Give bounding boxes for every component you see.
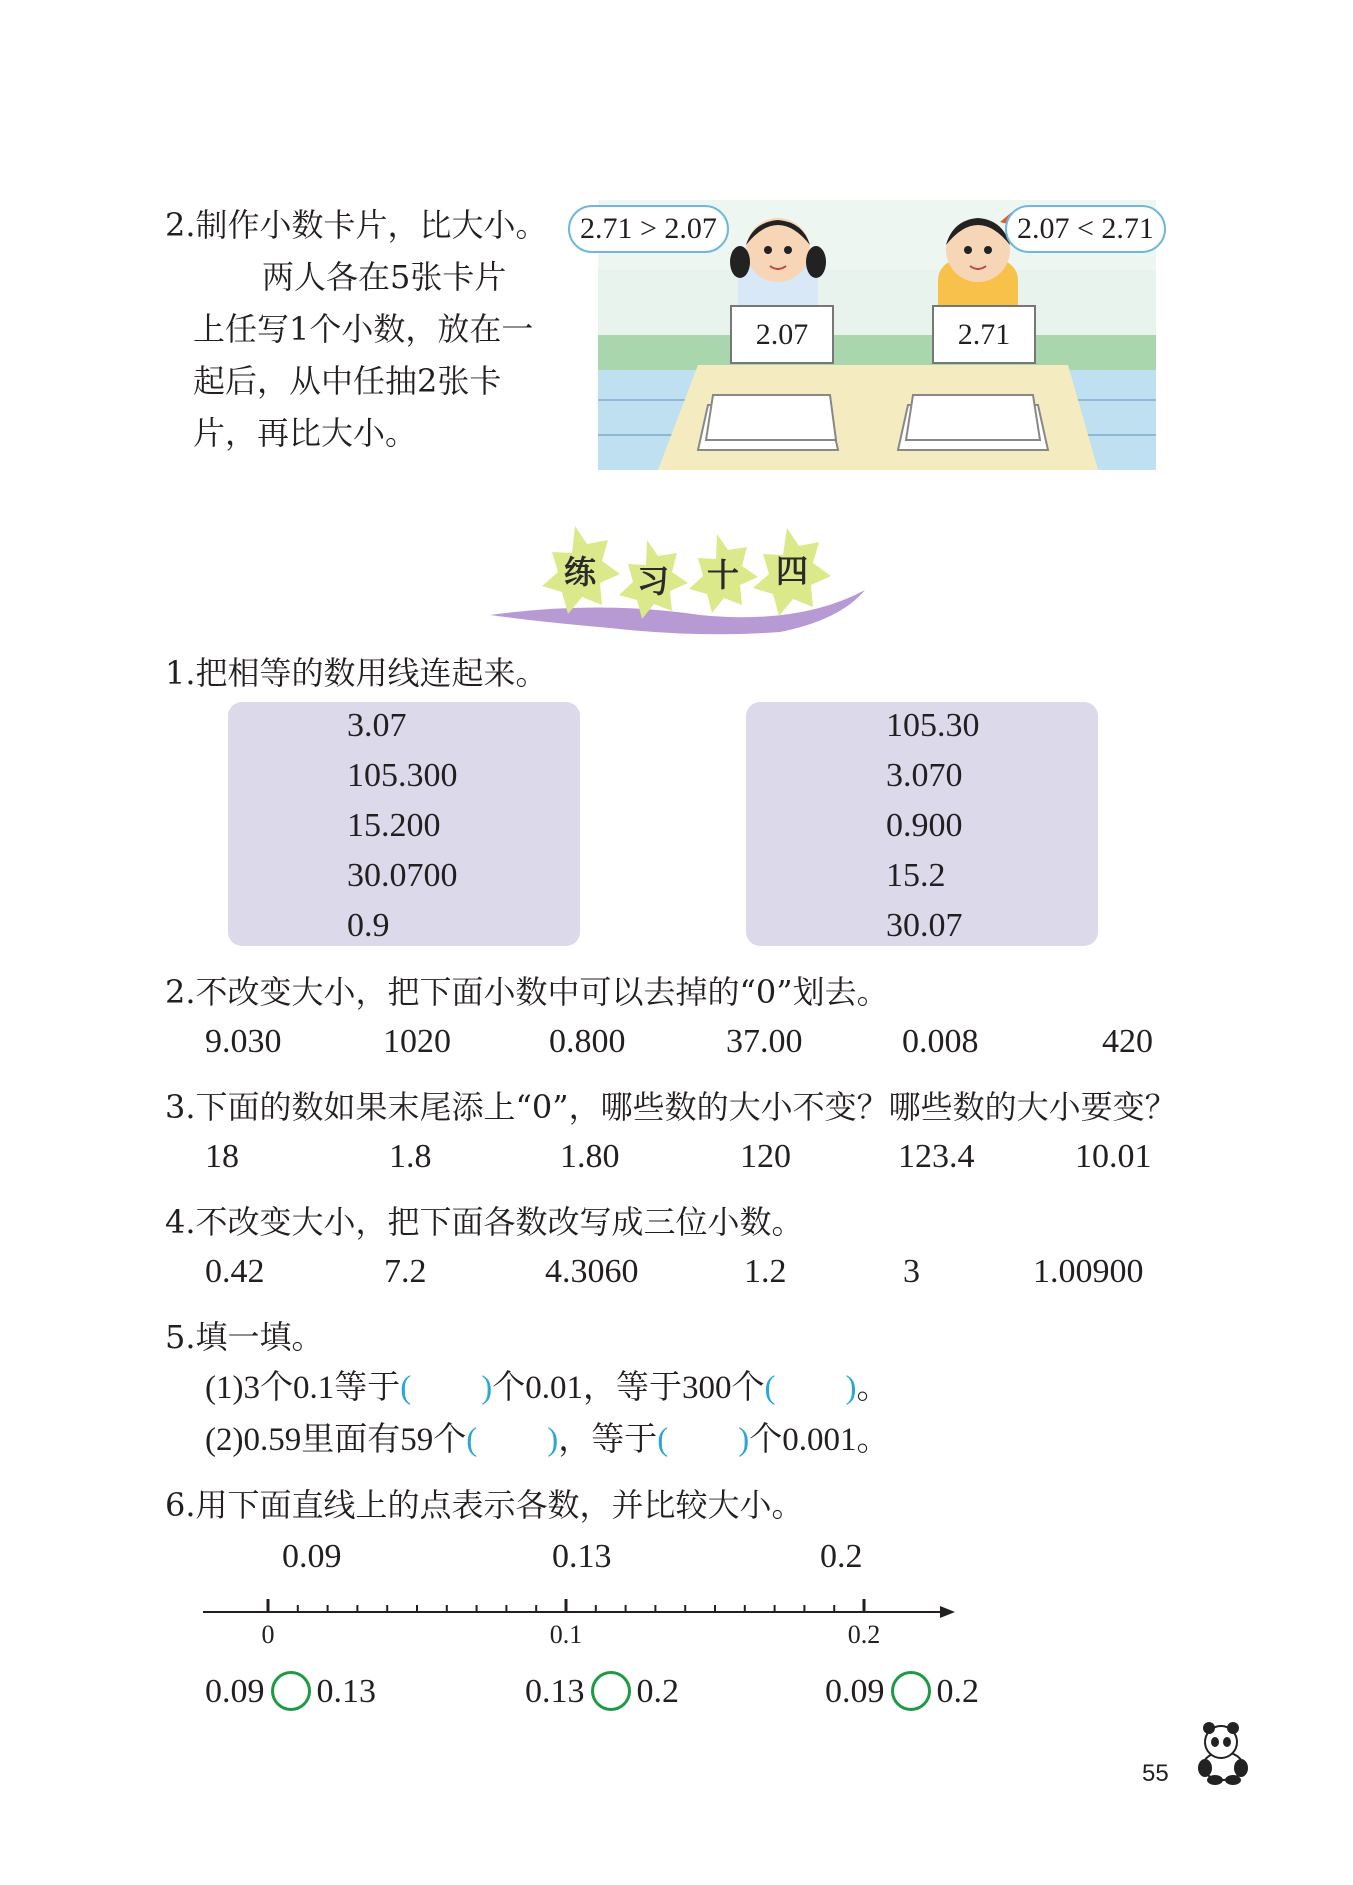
q4-value: 1.2 xyxy=(744,1253,787,1290)
q3-value: 1.80 xyxy=(560,1138,620,1175)
q1-heading xyxy=(165,653,548,693)
q2-value[interactable]: 0.008 xyxy=(902,1023,979,1060)
q3-value: 18 xyxy=(205,1138,239,1175)
blank-4-close-paren[interactable]: ) xyxy=(738,1422,750,1458)
boy-card: 2.71 xyxy=(932,305,1036,364)
q1-right-item[interactable]: 30.07 xyxy=(886,907,963,944)
top-item-title: 制作小数卡片，比大小。 xyxy=(195,206,548,244)
blank-4-open-paren[interactable]: ( xyxy=(657,1422,669,1458)
q4-value: 4.3060 xyxy=(545,1253,639,1290)
q4-value: 0.42 xyxy=(205,1253,265,1290)
q4-text: 不改变大小，把下面各数改写成三位小数。 xyxy=(195,1203,804,1241)
compare-3-right: 0.2 xyxy=(936,1673,979,1710)
q4-number: 4. xyxy=(165,1203,196,1241)
girl-speech-bubble: 2.71 > 2.07 xyxy=(568,205,729,253)
q2-value[interactable]: 0.800 xyxy=(549,1023,626,1060)
blank-3-close-paren[interactable]: ) xyxy=(547,1422,559,1458)
top-desc-line-3: 起后，从中任抽2张卡 xyxy=(193,362,502,400)
q6-number: 6. xyxy=(165,1486,196,1524)
blank-2-close-paren[interactable]: ) xyxy=(845,1370,857,1406)
q3-heading xyxy=(165,1087,1177,1127)
compare-3-left: 0.09 xyxy=(825,1673,885,1710)
q2-number: 2. xyxy=(165,973,196,1011)
top-item-heading xyxy=(165,205,548,245)
compare-1-right: 0.13 xyxy=(316,1673,376,1710)
q6-value: 0.13 xyxy=(552,1538,612,1575)
q2-value[interactable]: 37.00 xyxy=(726,1023,803,1060)
q3-number: 3. xyxy=(165,1088,196,1126)
q4-value: 1.00900 xyxy=(1033,1253,1144,1290)
q1-left-item[interactable]: 3.07 xyxy=(347,707,407,744)
q4-value: 3 xyxy=(903,1253,920,1290)
compare-2-right: 0.2 xyxy=(636,1673,679,1710)
girl-card: 2.07 xyxy=(730,305,834,364)
boy-speech-bubble: 2.07 < 2.71 xyxy=(1005,205,1166,253)
q2-value[interactable]: 1020 xyxy=(383,1023,451,1060)
q5-heading xyxy=(165,1317,324,1357)
q6-text: 用下面直线上的点表示各数，并比较大小。 xyxy=(195,1486,804,1524)
top-item-number: 2. xyxy=(165,206,196,244)
compare-2-left: 0.13 xyxy=(525,1673,585,1710)
top-desc-line-1: 两人各在5张卡片 xyxy=(262,258,507,296)
blank-1-open-paren[interactable]: ( xyxy=(400,1370,412,1406)
q5-text: 填一填。 xyxy=(195,1318,324,1356)
q1-left-item[interactable]: 0.9 xyxy=(347,907,390,944)
q5-line2-part-b: ，等于 xyxy=(558,1422,658,1458)
compare-1-circle[interactable] xyxy=(271,1671,311,1711)
exercise-title-banner xyxy=(480,520,880,640)
q1-left-item[interactable]: 30.0700 xyxy=(347,857,458,894)
q2-text: 不改变大小，把下面小数中可以去掉的“0”划去。 xyxy=(195,973,889,1011)
q5-line1-part-c: 。 xyxy=(856,1370,890,1406)
q1-text: 把相等的数用线连起来。 xyxy=(195,654,548,692)
tick-label-0: 0 xyxy=(261,1620,275,1649)
q1-left-item[interactable]: 105.300 xyxy=(347,757,458,794)
exercise-title-char-4: 四 xyxy=(775,552,809,590)
q1-right-item[interactable]: 0.900 xyxy=(886,807,963,844)
q4-value: 7.2 xyxy=(384,1253,427,1290)
number-line-ticks xyxy=(268,1599,864,1612)
q1-left-box xyxy=(228,702,580,946)
q1-right-item[interactable]: 15.2 xyxy=(886,857,946,894)
panda-icon xyxy=(1185,1718,1255,1788)
q5-line-1 xyxy=(205,1366,889,1410)
q5-line2-part-c: 个0.001。 xyxy=(749,1422,890,1458)
q5-line-2 xyxy=(205,1418,889,1462)
top-desc-line-2: 上任写1个小数，放在一 xyxy=(193,310,534,348)
q1-number: 1. xyxy=(165,654,196,692)
exercise-title-char-1: 练 xyxy=(563,553,597,591)
number-line[interactable] xyxy=(195,1585,955,1625)
q2-heading xyxy=(165,972,889,1012)
q5-line1-part-b: 个0.01，等于300个 xyxy=(492,1370,765,1406)
q3-value: 120 xyxy=(740,1138,791,1175)
q3-value: 123.4 xyxy=(898,1138,975,1175)
q3-text: 下面的数如果末尾添上“0”，哪些数的大小不变？哪些数的大小要变？ xyxy=(195,1088,1177,1126)
compare-1-left: 0.09 xyxy=(205,1673,265,1710)
compare-2-circle[interactable] xyxy=(591,1671,631,1711)
q1-left-item[interactable]: 15.200 xyxy=(347,807,441,844)
q2-value[interactable]: 420 xyxy=(1102,1023,1153,1060)
q5-number: 5. xyxy=(165,1318,196,1356)
q1-right-box xyxy=(746,702,1098,946)
exercise-title-char-3: 十 xyxy=(706,556,740,594)
exercise-title-char-2: 习 xyxy=(636,562,670,600)
top-desc-line-4: 片，再比大小。 xyxy=(193,414,418,452)
compare-3-circle[interactable] xyxy=(891,1671,931,1711)
tick-label-0-2: 0.2 xyxy=(847,1620,881,1649)
q1-right-item[interactable]: 3.070 xyxy=(886,757,963,794)
q5-line2-part-a: (2)0.59里面有59个 xyxy=(205,1422,467,1458)
blank-1-close-paren[interactable]: ) xyxy=(481,1370,493,1406)
q3-value: 1.8 xyxy=(389,1138,432,1175)
q3-value: 10.01 xyxy=(1075,1138,1152,1175)
q5-line1-part-a: (1)3个0.1等于 xyxy=(205,1370,401,1406)
q4-heading xyxy=(165,1202,804,1242)
page-number: 55 xyxy=(1142,1760,1169,1787)
compare-2 xyxy=(525,1670,679,1714)
blank-3-open-paren[interactable]: ( xyxy=(466,1422,478,1458)
tick-label-0-1: 0.1 xyxy=(549,1620,583,1649)
q6-heading xyxy=(165,1485,804,1525)
compare-1 xyxy=(205,1670,376,1714)
q6-value: 0.2 xyxy=(820,1538,863,1575)
compare-3 xyxy=(825,1670,979,1714)
q6-value: 0.09 xyxy=(282,1538,342,1575)
blank-2-open-paren[interactable]: ( xyxy=(764,1370,776,1406)
q2-value[interactable]: 9.030 xyxy=(205,1023,282,1060)
q1-right-item[interactable]: 105.30 xyxy=(886,707,980,744)
